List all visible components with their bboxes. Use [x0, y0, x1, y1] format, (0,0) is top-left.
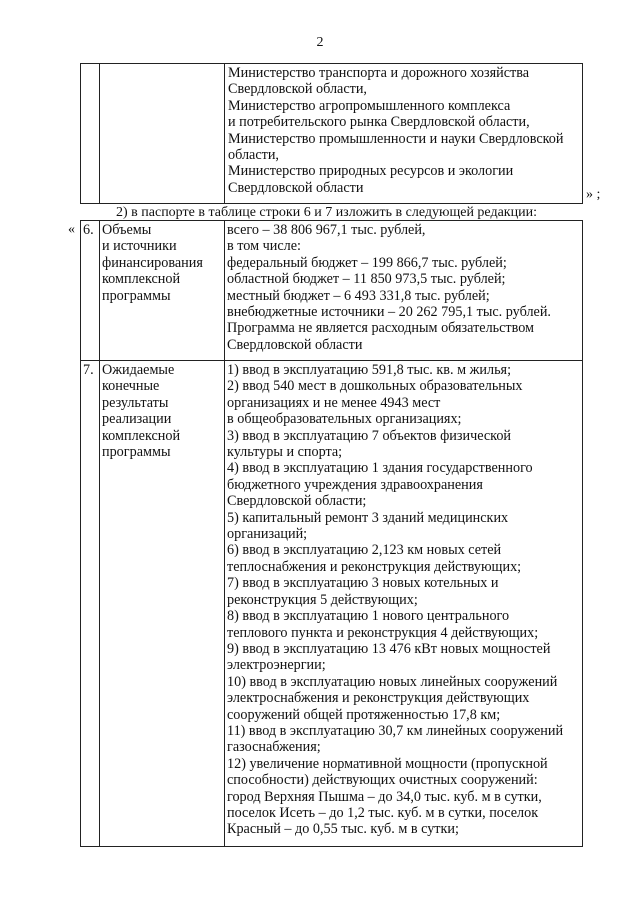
- row-7-number: 7.: [83, 362, 94, 378]
- opening-quote: «: [68, 222, 75, 237]
- closing-quote: » ;: [586, 187, 601, 202]
- page-number: 2: [316, 35, 324, 50]
- ministries-text: Министерство транспорта и дорожного хозяйства Свердловской области, Министерство агропромышленного комплекса и потребительского рынка Свердловской области, Министерство промышленности и науки Свердловской области, Министерство природных ресурсов и экологии Свердловской области: [228, 65, 564, 196]
- intro-paragraph: 2) в паспорте в таблице строки 6 и 7 изложить в следующей редакции:: [116, 205, 537, 220]
- row-7-name: Ожидаемые конечные результаты реализации комплексной программы: [102, 362, 181, 461]
- row-6-number: 6.: [83, 222, 94, 238]
- row-divider: [81, 360, 582, 361]
- row-6-content: всего – 38 806 967,1 тыс. рублей, в том числе: федеральный бюджет – 199 866,7 тыс. рублей; областной бюджет – 11 850 973,5 тыс. рублей; местный бюджет – 6 493 331,8 тыс. рублей; внебюджетные источники – 20 262 795,1 тыс. рублей. Программа не является расходным обязательством Свердловской области: [227, 222, 551, 353]
- row-7-content: 1) ввод в эксплуатацию 591,8 тыс. кв. м жилья; 2) ввод 540 мест в дошкольных образовательных организациях и не менее 4943 мест в общеобразовательных организациях; 3) ввод в эксплуатацию 7 объектов физической культуры и спорта; 4) ввод в эксплуатацию 1 здания государственного бюджетного учреждения здравоохранения Свердловской области; 5) капитальный ремонт 3 зданий медицинских организаций; 6) ввод в эксплуатацию 2,123 км новых сетей теплоснабжения и реконструкция действующих; 7) ввод в эксплуатацию 3 новых котельных и реконструкция 5 действующих; 8) ввод в эксплуатацию 1 нового центрального теплового пункта и реконструкция 4 действующих; 9) ввод в эксплуатацию 13 476 кВт новых мощностей электроэнергии; 10) ввод в эксплуатацию новых линейных сооружений электроснабжения и реконструкция действующих сооружений общей протяженностью 17,8 км; 11) ввод в эксплуатацию 30,7 км линейных сооружений газоснабжения; 12) увеличение нормативной мощности (пропускной способности) действующих очистных сооружений: город Верхняя Пышма – до 34,0 тыс. куб. м в сутки, поселок Исеть – до 1,2 тыс. куб. м в сутки, поселок Красный – до 0,55 тыс. куб. м в сутки;: [227, 362, 564, 838]
- row-6-name: Объемы и источники финансирования комплексной программы: [102, 222, 203, 304]
